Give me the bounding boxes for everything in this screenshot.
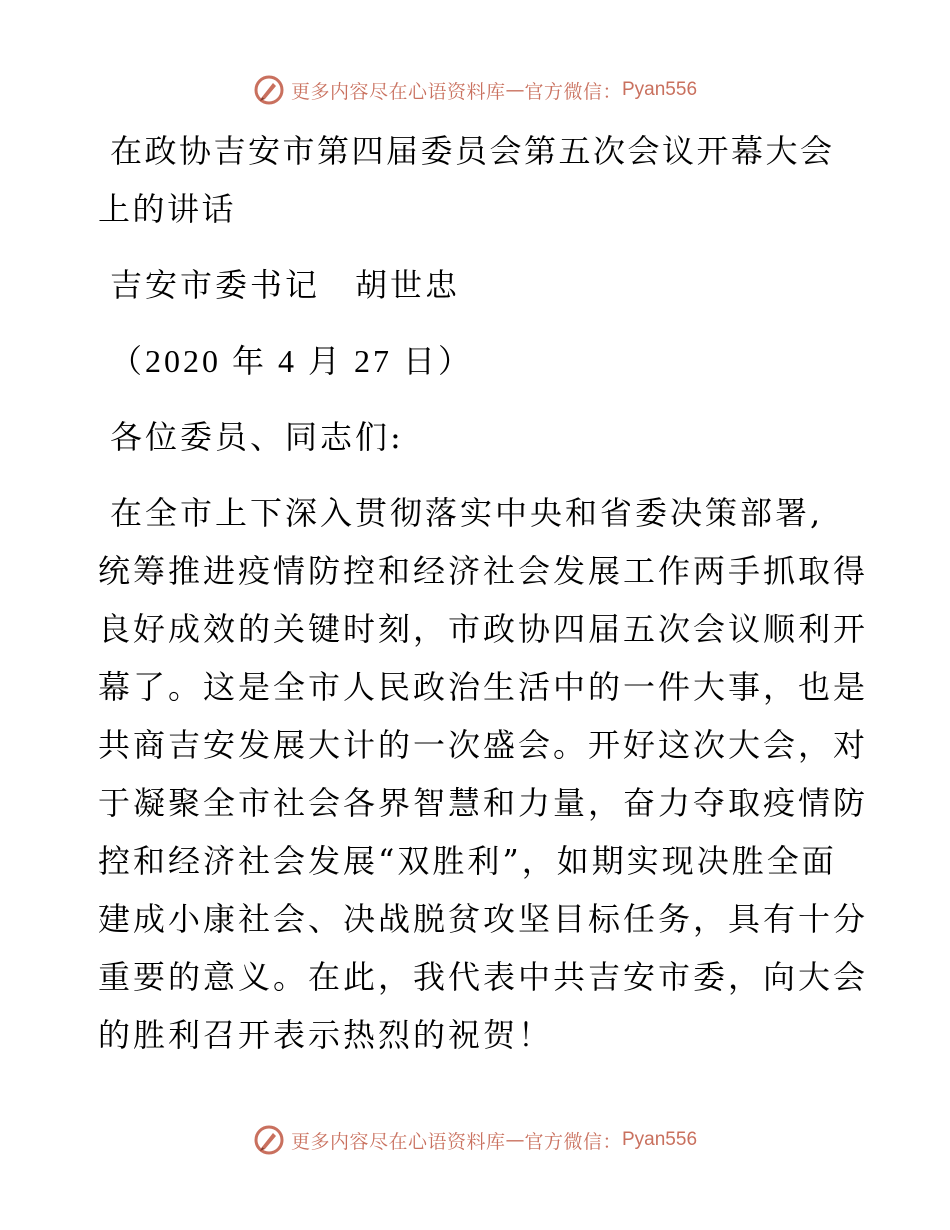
watermark-main-text: 更多内容尽在心语资料库	[290, 1130, 506, 1153]
watermark-separator: —	[505, 1129, 525, 1151]
document-title-line-1: 在政协吉安市第四届委员会第五次会议开幕大会	[110, 132, 835, 170]
paragraph-line: 统筹推进疫情防控和经济社会发展工作两手抓取得	[98, 552, 869, 590]
document-title-line-2: 上的讲话	[98, 190, 237, 228]
watermark-label: 官方微信：	[524, 80, 622, 103]
quill-logo-icon	[253, 74, 285, 106]
document-body	[98, 122, 869, 1064]
watermark-wechat-id: Pyan556	[622, 79, 698, 100]
document-author: 吉安市委书记 胡世忠	[110, 266, 461, 304]
bottom-watermark	[0, 1122, 950, 1158]
paragraph-line: 的胜利召开表示热烈的祝贺！	[98, 1016, 554, 1054]
document-salutation: 各位委员、同志们:	[110, 418, 404, 456]
paragraph-line: 共商吉安发展大计的一次盛会。开好这次大会，对	[98, 726, 869, 764]
paragraph-line: 良好成效的关键时刻，市政协四届五次会议顺利开	[98, 610, 869, 648]
document-paragraph	[98, 484, 869, 1064]
top-watermark	[0, 72, 950, 108]
paragraph-line: 在全市上下深入贯彻落实中央和省委决策部署,	[110, 494, 824, 532]
paragraph-line: 于凝聚全市社会各界智慧和力量，奋力夺取疫情防	[98, 784, 869, 822]
document-date: （2020 年 4 月 27 日）	[110, 343, 474, 379]
quill-logo-icon	[253, 1124, 285, 1156]
watermark-wechat-id: Pyan556	[622, 1129, 698, 1150]
watermark-main-text: 更多内容尽在心语资料库	[290, 80, 506, 103]
paragraph-line: 控和经济社会发展“双胜利”，如期实现决胜全面	[98, 842, 837, 880]
watermark-separator: —	[505, 79, 525, 101]
paragraph-line: 幕了。这是全市人民政治生活中的一件大事，也是	[98, 668, 869, 706]
watermark-label: 官方微信：	[524, 1130, 622, 1153]
paragraph-line: 建成小康社会、决战脱贫攻坚目标任务，具有十分	[98, 900, 869, 938]
paragraph-line: 重要的意义。在此，我代表中共吉安市委，向大会	[98, 958, 869, 996]
